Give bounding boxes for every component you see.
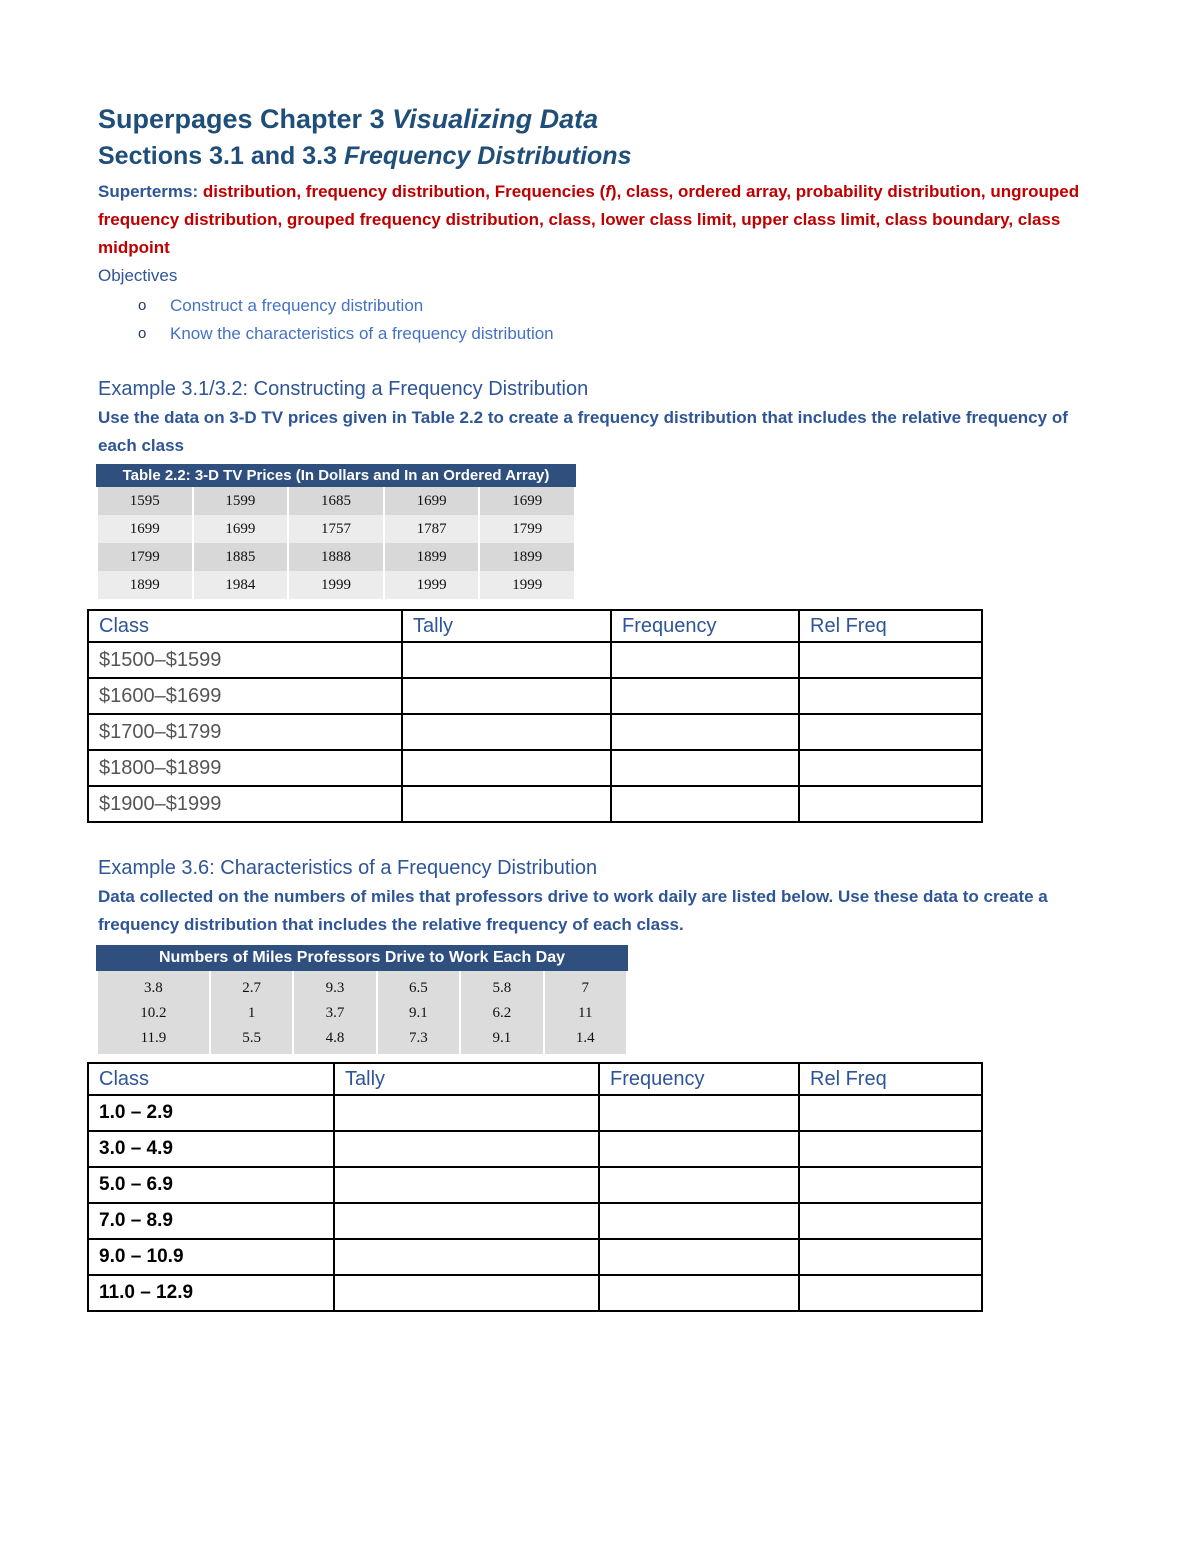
miles-cell: 3.7 — [294, 1001, 375, 1026]
example1-title: Example 3.1/3.2: Constructing a Frequency Distribution — [98, 378, 589, 400]
frequency-cell[interactable] — [599, 1167, 799, 1203]
table-row — [98, 543, 574, 571]
tally-cell[interactable] — [402, 750, 611, 786]
class-cell: $1600–$1699 — [88, 678, 402, 714]
class-cell: 3.0 – 4.9 — [88, 1131, 334, 1167]
table-row — [88, 642, 982, 678]
rel-freq-cell[interactable] — [799, 750, 982, 786]
frequency-cell[interactable] — [599, 1203, 799, 1239]
price-cell: 1799 — [98, 543, 192, 571]
miles-cell: 3.8 — [98, 971, 209, 1001]
class-cell: 11.0 – 12.9 — [88, 1275, 334, 1311]
class-cell: 9.0 – 10.9 — [88, 1239, 334, 1275]
miles-cell: 6.2 — [461, 1001, 542, 1026]
rel-freq-cell[interactable] — [799, 1275, 982, 1311]
subtitle-text: Sections 3.1 and 3.3 — [98, 142, 344, 170]
price-cell: 1999 — [289, 571, 383, 599]
table-row — [98, 571, 574, 599]
price-cell: 1999 — [480, 571, 574, 599]
miles-cell: 9.1 — [378, 1001, 459, 1026]
class-cell: $1800–$1899 — [88, 750, 402, 786]
class-cell: $1700–$1799 — [88, 714, 402, 750]
rel-freq-cell[interactable] — [799, 642, 982, 678]
price-cell: 1899 — [480, 543, 574, 571]
superterms — [98, 178, 1088, 262]
miles-cell: 7 — [545, 971, 626, 1001]
table-row — [88, 1167, 982, 1203]
column-header: Tally — [334, 1063, 599, 1095]
table-row — [98, 515, 574, 543]
column-header: Rel Freq — [799, 610, 982, 642]
price-cell: 1685 — [289, 487, 383, 515]
miles-cell: 1 — [211, 1001, 292, 1026]
price-cell: 1699 — [194, 515, 288, 543]
tv-prices-caption: Table 2.2: 3-D TV Prices (In Dollars and In an Ordered Array) — [96, 464, 576, 487]
miles-cell: 5.8 — [461, 971, 542, 1001]
tally-cell[interactable] — [334, 1239, 599, 1275]
price-cell: 1699 — [385, 487, 479, 515]
price-cell: 1899 — [98, 571, 192, 599]
frequency-table-1 — [87, 609, 983, 823]
price-cell: 1999 — [385, 571, 479, 599]
objective-item — [98, 320, 1098, 348]
example2-description: Data collected on the numbers of miles that professors drive to work daily are listed below. Use these data to create a frequency distribution that includes the relative frequency of each class. — [98, 887, 1048, 934]
table-row — [88, 714, 982, 750]
bullet-icon: o — [138, 325, 147, 342]
title-text: Superpages Chapter 3 — [98, 104, 393, 134]
section-subtitle — [98, 138, 1098, 174]
price-cell: 1899 — [385, 543, 479, 571]
miles-cell: 9.1 — [461, 1026, 542, 1054]
tally-cell[interactable] — [334, 1167, 599, 1203]
rel-freq-cell[interactable] — [799, 1131, 982, 1167]
document-page — [98, 100, 1098, 1312]
table-row — [88, 1239, 982, 1275]
rel-freq-cell[interactable] — [799, 678, 982, 714]
table-row — [88, 1203, 982, 1239]
frequency-cell[interactable] — [611, 678, 799, 714]
miles-cell: 7.3 — [378, 1026, 459, 1054]
column-header: Class — [88, 610, 402, 642]
table-row — [98, 1026, 626, 1054]
miles-caption: Numbers of Miles Professors Drive to Work Each Day — [96, 945, 628, 971]
column-header: Frequency — [599, 1063, 799, 1095]
class-cell: 1.0 – 2.9 — [88, 1095, 334, 1131]
table-row — [88, 678, 982, 714]
objective-text: Know the characteristics of a frequency distribution — [170, 324, 554, 343]
table-row — [88, 1275, 982, 1311]
column-header: Tally — [402, 610, 611, 642]
rel-freq-cell[interactable] — [799, 714, 982, 750]
miles-cell: 4.8 — [294, 1026, 375, 1054]
table-row — [98, 487, 574, 515]
miles-cell: 5.5 — [211, 1026, 292, 1054]
miles-cell: 11 — [545, 1001, 626, 1026]
table-row — [88, 1131, 982, 1167]
superterms-lead: Superterms: — [98, 182, 199, 201]
frequency-cell[interactable] — [599, 1275, 799, 1311]
miles-cell: 6.5 — [378, 971, 459, 1001]
price-cell: 1799 — [480, 515, 574, 543]
frequency-cell[interactable] — [599, 1095, 799, 1131]
price-cell: 1699 — [98, 515, 192, 543]
example1-description: Use the data on 3-D TV prices given in Table 2.2 to create a frequency distribution that includes the relative frequency of each class — [98, 408, 1068, 455]
rel-freq-cell[interactable] — [799, 1203, 982, 1239]
price-cell: 1599 — [194, 487, 288, 515]
table-row — [98, 1001, 626, 1026]
tally-cell[interactable] — [334, 1203, 599, 1239]
tally-cell[interactable] — [334, 1275, 599, 1311]
tally-cell[interactable] — [334, 1095, 599, 1131]
miles-cell: 1.4 — [545, 1026, 626, 1054]
frequency-cell[interactable] — [611, 750, 799, 786]
tally-cell[interactable] — [402, 786, 611, 822]
frequency-cell[interactable] — [611, 786, 799, 822]
table-row — [88, 1095, 982, 1131]
miles-cell: 9.3 — [294, 971, 375, 1001]
superterms-f: f — [605, 182, 611, 201]
price-cell: 1888 — [289, 543, 383, 571]
subtitle-italic: Frequency Distributions — [343, 142, 632, 170]
rel-freq-cell[interactable] — [799, 1239, 982, 1275]
page-title — [98, 100, 1098, 138]
rel-freq-cell[interactable] — [799, 1095, 982, 1131]
rel-freq-cell[interactable] — [799, 1167, 982, 1203]
tv-prices-table — [96, 464, 576, 599]
miles-cell: 11.9 — [98, 1026, 209, 1054]
tally-cell[interactable] — [402, 714, 611, 750]
rel-freq-cell[interactable] — [799, 786, 982, 822]
superterms-text: distribution, frequency distribution, Frequencies ( — [198, 182, 606, 201]
price-cell: 1699 — [480, 487, 574, 515]
class-cell: $1500–$1599 — [88, 642, 402, 678]
miles-table — [96, 945, 628, 1054]
superterms-text-rest: ), class, ordered array, probability distribution, ungrouped frequency distribution, grouped frequency distribution, class, lower class limit, upper class limit, class boundary, class midpoint — [98, 182, 1080, 257]
objective-text: Construct a frequency distribution — [170, 296, 424, 315]
objective-item — [98, 292, 1098, 320]
frequency-cell[interactable] — [611, 642, 799, 678]
example2-title: Example 3.6: Characteristics of a Frequency Distribution — [98, 857, 598, 879]
table-row — [88, 786, 982, 822]
column-header: Rel Freq — [799, 1063, 982, 1095]
miles-cell: 10.2 — [98, 1001, 209, 1026]
frequency-cell[interactable] — [599, 1131, 799, 1167]
price-cell: 1757 — [289, 515, 383, 543]
miles-cell: 2.7 — [211, 971, 292, 1001]
table-row — [88, 750, 982, 786]
table-row — [98, 971, 626, 1001]
frequency-table-2 — [87, 1062, 983, 1312]
objectives-list — [98, 292, 1098, 348]
price-cell: 1885 — [194, 543, 288, 571]
tally-cell[interactable] — [402, 678, 611, 714]
column-header: Class — [88, 1063, 334, 1095]
price-cell: 1984 — [194, 571, 288, 599]
frequency-cell[interactable] — [599, 1239, 799, 1275]
price-cell: 1787 — [385, 515, 479, 543]
frequency-cell[interactable] — [611, 714, 799, 750]
class-cell: $1900–$1999 — [88, 786, 402, 822]
price-cell: 1595 — [98, 487, 192, 515]
bullet-icon: o — [138, 297, 147, 314]
objectives-title: Objectives — [98, 266, 178, 285]
title-italic: Visualizing Data — [392, 104, 599, 134]
tally-cell[interactable] — [334, 1131, 599, 1167]
class-cell: 7.0 – 8.9 — [88, 1203, 334, 1239]
class-cell: 5.0 – 6.9 — [88, 1167, 334, 1203]
column-header: Frequency — [611, 610, 799, 642]
tally-cell[interactable] — [402, 642, 611, 678]
